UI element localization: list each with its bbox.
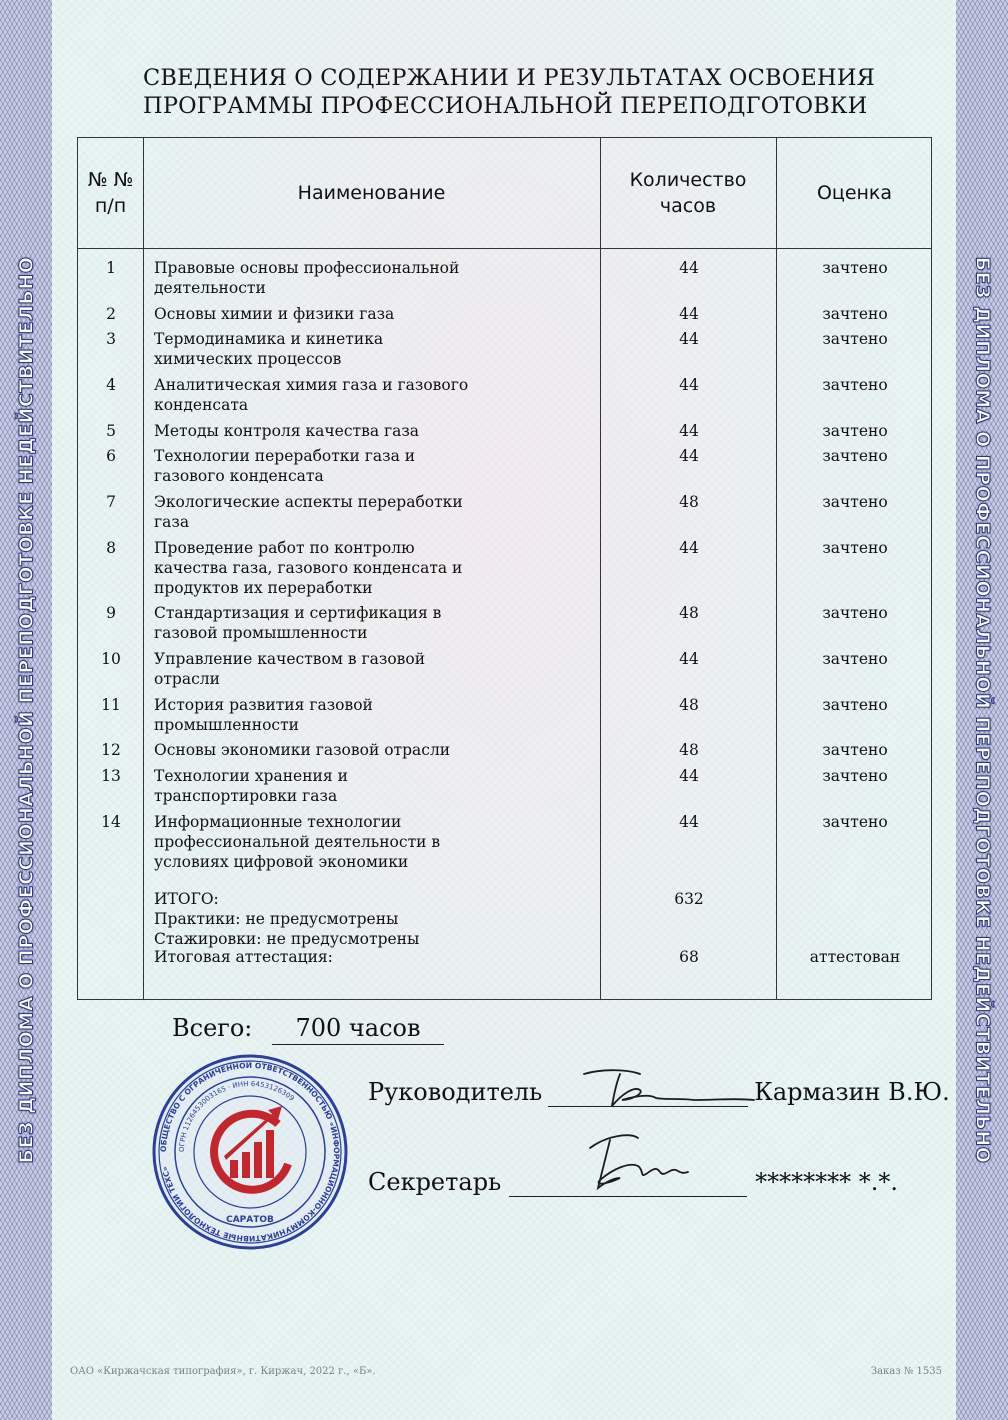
subject-hours: 48: [679, 604, 699, 622]
summary-total-hours: 632: [674, 890, 704, 908]
row-number: 12: [101, 741, 121, 759]
subject-grade: зачтено: [822, 604, 888, 622]
final-attestation-grade: аттестован: [809, 948, 901, 966]
subject-name-line: Технологии переработки газа и: [154, 447, 416, 465]
subject-hours: 44: [679, 259, 699, 277]
subject-name-line: химических процессов: [154, 350, 342, 368]
subject-hours: 44: [679, 376, 699, 394]
subject-name-line: отрасли: [154, 670, 220, 688]
subject-name-line: продуктов их переработки: [154, 579, 373, 597]
final-attestation-hours: 68: [679, 948, 699, 966]
subject-name-line: Экологические аспекты переработки: [154, 493, 463, 511]
subject-hours: 44: [679, 539, 699, 557]
subject-name-line: Управление качеством в газовой: [154, 650, 426, 668]
row-number: 6: [106, 447, 116, 465]
subject-name: [154, 446, 594, 486]
subject-name: [154, 649, 594, 689]
subject-grade: зачтено: [822, 330, 888, 348]
subject-grade: зачтено: [822, 376, 888, 394]
total-label: Всего:: [172, 1014, 253, 1042]
header-hours: Количество часов: [629, 169, 747, 217]
subject-name: [154, 538, 594, 598]
subject-name: [154, 375, 594, 415]
subject-grade: зачтено: [822, 493, 888, 511]
subject-grade: зачтено: [822, 741, 888, 759]
subject-hours: 48: [679, 696, 699, 714]
subject-name-line: Информационные технологии: [154, 813, 402, 831]
subject-name: [154, 812, 594, 872]
subject-name-line: конденсата: [154, 396, 249, 414]
subject-grade: зачтено: [822, 767, 888, 785]
subject-name: [154, 603, 594, 643]
subject-name: [154, 329, 594, 369]
subject-hours: 48: [679, 493, 699, 511]
row-number: 2: [106, 305, 116, 323]
subject-name-line: Основы экономики газовой отрасли: [154, 741, 451, 759]
summary-total-label: ИТОГО:: [154, 890, 219, 908]
subjects-table: № № п/п Наименование Количество часов Оценка 1 Правовые основы профессиональной деятельности 44 зачтено 2 Основы химии и физики газа 44 зачтено 3 Термодинамика и кинетика химических процессов 44 зачтено 4 Аналитическая химия газа и газового конденсата 44 зачтено 5 Методы контроля качества газа 44 зачтено 6 Технологии переработки газа и газового конденсата 44 зачтено 7 Экологические аспекты переработки газа 48 зачтено 8 Проведение работ по контролю качества газа, газового конденсата и продуктов их переработки 44 зачтено 9 Стандартизация и сертификация в газовой промышленности 48 зачтено 10 Управление качеством в газовой отрасли 44 зачтено 11 История развития газовой промышленности 48 зачтено 12 Основы экономики газовой отрасли 48 зачтено 13 Технологии хранения и транспортировки газа 44 зачтено 14 Информационные технологии профессиональной деятельности в условиях цифровой экономики 44 зачтено ИТОГО: 632 Практики: не предусмотрены Стажировки: не предусмотрены Итоговая аттестация: 68 аттестован: [77, 137, 932, 1000]
row-number: 14: [101, 813, 121, 831]
row-number: 1: [106, 259, 116, 277]
subject-hours: 44: [679, 330, 699, 348]
subject-name: [154, 740, 594, 760]
subject-grade: зачтено: [822, 539, 888, 557]
title-line-2: ПРОГРАММЫ ПРОФЕССИОНАЛЬНОЙ ПЕРЕПОДГОТОВКИ: [143, 93, 868, 119]
page-title: [110, 64, 910, 120]
row-number: 9: [106, 604, 116, 622]
subject-name-line: газовой промышленности: [154, 624, 368, 642]
subject-name: [154, 421, 594, 441]
subject-hours: 44: [679, 813, 699, 831]
head-name: Кармазин В.Ю.: [754, 1078, 950, 1106]
subject-name-line: Стандартизация и сертификация в: [154, 604, 442, 622]
secretary-name: ******** *.*.: [755, 1168, 899, 1196]
row-number: 11: [101, 696, 121, 714]
subject-name-line: Правовые основы профессиональной: [154, 259, 460, 277]
organization-seal: [150, 1052, 350, 1252]
total-hours-block: [172, 1014, 421, 1042]
subject-name-line: газового конденсата: [154, 467, 324, 485]
head-handwritten-signature: [570, 1064, 760, 1114]
subject-grade: зачтено: [822, 650, 888, 668]
subject-name-line: История развития газовой: [154, 696, 373, 714]
subject-name-line: Основы химии и физики газа: [154, 305, 395, 323]
final-attestation-label: Итоговая аттестация:: [154, 948, 333, 966]
subject-name-line: качества газа, газового конденсата и: [154, 559, 463, 577]
subject-name-line: Проведение работ по контролю: [154, 539, 415, 557]
subject-name: [154, 304, 594, 324]
subject-name-line: Технологии хранения и: [154, 767, 348, 785]
row-number: 4: [106, 376, 116, 394]
title-line-1: СВЕДЕНИЯ О СОДЕРЖАНИИ И РЕЗУЛЬТАТАХ ОСВОЕНИЯ: [143, 65, 876, 91]
subject-name-line: Аналитическая химия газа и газового: [154, 376, 469, 394]
subject-hours: 44: [679, 767, 699, 785]
subject-hours: 44: [679, 447, 699, 465]
seal-inner-text: ОГРН 1126453003165 · ИНН 6453126309: [177, 1079, 296, 1153]
header-name: Наименование: [297, 182, 446, 204]
subject-name-line: условиях цифровой экономики: [154, 853, 409, 871]
subject-hours: 44: [679, 422, 699, 440]
secretary-handwritten-signature: [580, 1128, 700, 1198]
printer-footer: ОАО «Киржачская типография», г. Киржач, 2022 г., «Б».: [70, 1366, 376, 1377]
subject-name-line: деятельности: [154, 279, 266, 297]
right-border-text: БЕЗ ДИПЛОМА О ПРОФЕССИОНАЛЬНОЙ ПЕРЕПОДГОТОВКЕ НЕДЕЙСТВИТЕЛЬНО: [971, 256, 993, 1164]
subject-name-line: промышленности: [154, 716, 299, 734]
order-number-footer: Заказ № 1535: [870, 1366, 942, 1377]
subject-grade: зачтено: [822, 305, 888, 323]
subject-name-line: Термодинамика и кинетика: [154, 330, 384, 348]
subject-name-line: профессиональной деятельности в: [154, 833, 441, 851]
subject-grade: зачтено: [822, 813, 888, 831]
left-border-text: БЕЗ ДИПЛОМА О ПРОФЕССИОНАЛЬНОЙ ПЕРЕПОДГОТОВКЕ НЕДЕЙСТВИТЕЛЬНО: [15, 256, 37, 1164]
subject-name-line: транспортировки газа: [154, 787, 338, 805]
subject-name: [154, 695, 594, 735]
subject-grade: зачтено: [822, 259, 888, 277]
row-number: 10: [101, 650, 121, 668]
subject-grade: зачтено: [822, 422, 888, 440]
header-num: № № п/п: [87, 169, 134, 217]
head-label: Руководитель: [368, 1078, 543, 1106]
row-number: 8: [106, 539, 116, 557]
row-number: 13: [101, 767, 121, 785]
subject-hours: 44: [679, 305, 699, 323]
subject-name-line: Методы контроля качества газа: [154, 422, 420, 440]
total-value: 700 часов: [272, 1014, 444, 1045]
subject-hours: 44: [679, 650, 699, 668]
secretary-label: Секретарь: [368, 1168, 502, 1196]
header-grade: Оценка: [816, 182, 893, 204]
seal-outer-text: ОБЩЕСТВО С ОГРАНИЧЕННОЙ ОТВЕТСТВЕННОСТЬЮ «ИНФОРМАЦИОННО-КОММУНИКАТИВНЫЕ ТЕХНОЛОГИИ ТЕХС»: [158, 1060, 342, 1244]
header-divider: [78, 248, 931, 249]
row-number: 3: [106, 330, 116, 348]
subject-name: [154, 492, 594, 532]
row-number: 5: [106, 422, 116, 440]
subject-grade: зачтено: [822, 447, 888, 465]
seal-city-text: САРАТОВ: [226, 1215, 274, 1225]
subject-name: [154, 766, 594, 806]
subject-grade: зачтено: [822, 696, 888, 714]
subject-hours: 48: [679, 741, 699, 759]
row-number: 7: [106, 493, 116, 511]
subject-name-line: газа: [154, 513, 190, 531]
subject-name: [154, 258, 594, 298]
